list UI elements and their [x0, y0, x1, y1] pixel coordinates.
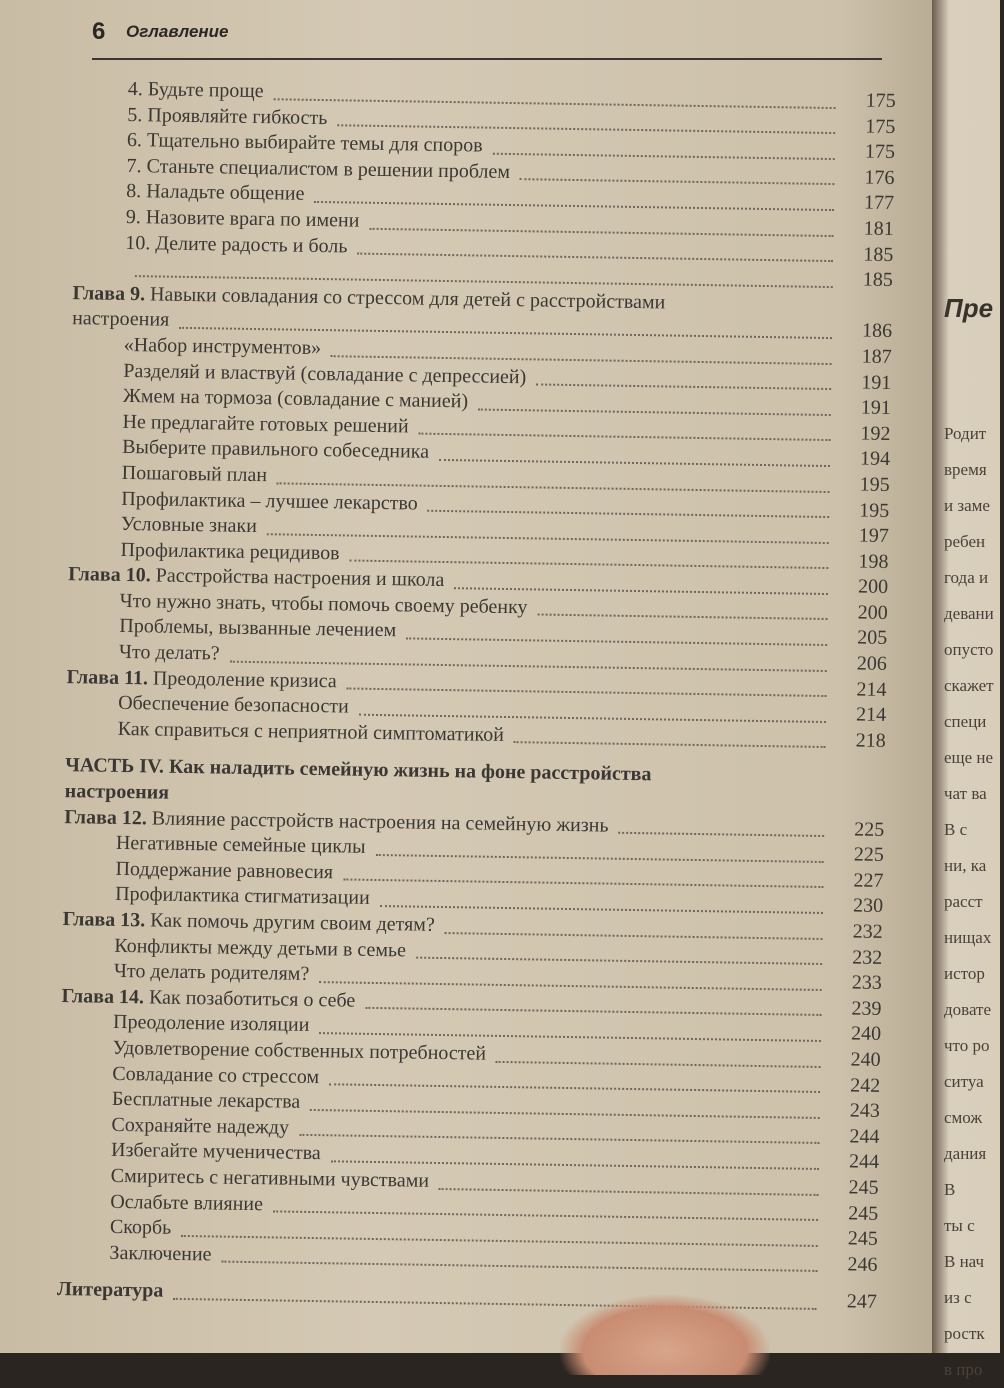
toc-entry-title: Разделяй и властвуй (совладание с депрессией) — [123, 359, 527, 388]
toc-entry-title: 6. Тщательно выбирайте темы для споров — [126, 129, 483, 157]
right-page-line: из с — [944, 1288, 972, 1307]
right-page-title: Пре — [944, 293, 994, 323]
right-page-line: года и — [944, 568, 989, 587]
toc-entry-title: Как справиться с неприятной симптоматикой — [117, 717, 505, 746]
toc-page-number: 175 — [865, 89, 896, 113]
toc-page-number: 233 — [851, 971, 883, 995]
toc-page-number: 244 — [849, 1125, 880, 1148]
toc-entry-title: Негативные семейные циклы — [115, 832, 366, 859]
toc-page-number: 198 — [858, 550, 889, 573]
toc-page-number: 242 — [850, 1074, 881, 1097]
toc-entry-title: Преодоление кризиса — [152, 667, 337, 692]
toc-entry-title: Влияние расстройств настроения на семейную жизнь — [151, 807, 609, 837]
right-page-line: В нач — [944, 1252, 985, 1271]
toc-page-number: 194 — [859, 447, 891, 471]
toc-entry-title: Заключение — [109, 1241, 212, 1266]
toc-entry-title: Сохраняйте надежду — [111, 1113, 290, 1139]
right-page-line: еще не — [944, 748, 994, 767]
right-page-line: смож — [944, 1108, 983, 1127]
toc-page-number: 245 — [848, 1176, 879, 1199]
right-page-line: ни, ка — [944, 856, 987, 875]
right-page-line: скажет — [944, 676, 994, 695]
right-page-line: истор — [944, 964, 985, 983]
chapter-label: Глава 12. — [64, 805, 148, 829]
toc-entry-title: Смиритесь с негативными чувствами — [110, 1164, 430, 1192]
toc-page-number: 244 — [848, 1150, 880, 1174]
toc-page-number: 230 — [852, 894, 884, 918]
toc-page-number: 187 — [861, 345, 892, 368]
right-page-line: что ро — [944, 1036, 990, 1055]
toc-entry-title: Пошаговый план — [121, 461, 268, 487]
toc-page-number: 200 — [857, 601, 888, 624]
right-page-line: и заме — [944, 496, 990, 515]
right-page-line: специ — [944, 712, 987, 731]
toc-entry-title: Удовлетворение собственных потребностей — [112, 1036, 487, 1065]
toc-entry-title: Как помочь другим своим детям? — [150, 909, 435, 936]
toc-page-number: 214 — [855, 703, 887, 727]
toc-entry-title: Выберите правильного собеседника — [122, 436, 430, 464]
toc-page-number: 192 — [860, 422, 891, 445]
toc-entry-title: Профилактика рецидивов — [120, 538, 340, 565]
right-page-line: расст — [944, 892, 983, 911]
toc-entry — [56, 716, 886, 755]
toc-entry-title: Проблемы, вызванные лечением — [119, 615, 397, 642]
toc-page-number: 176 — [864, 166, 895, 189]
toc-entry-title: Что делать? — [118, 640, 220, 665]
toc-entry-title: Расстройства настроения и школа — [155, 564, 445, 592]
toc-entry-title: Преодоление изоляции — [112, 1011, 310, 1037]
toc-entry-title: 4. Будьте проще — [127, 77, 264, 103]
right-page-line: ростк — [944, 1324, 985, 1343]
toc-page-number: 206 — [856, 652, 888, 676]
toc-entry-title: Совладание со стрессом — [112, 1062, 320, 1088]
chapter-label: Глава 9. — [72, 281, 146, 306]
toc-page-number: 175 — [864, 140, 896, 164]
toc-page-number: 186 — [861, 319, 893, 343]
toc-page-number: 225 — [854, 818, 885, 841]
leader-dots — [514, 716, 826, 748]
toc-page-number: 240 — [850, 1048, 881, 1071]
toc-entry-title: Обеспечение безопасности — [117, 692, 350, 718]
page-number: 6 — [92, 18, 106, 45]
toc-entry-title: ЧАСТЬ IV. Как наладить семейную жизнь на фоне расстройства — [64, 754, 652, 786]
right-page-line: дания — [944, 1144, 987, 1163]
toc-page-number: 245 — [847, 1227, 879, 1251]
toc-entry-title: 9. Назовите врага по имени — [125, 205, 360, 232]
right-page-line: В с — [944, 820, 968, 839]
toc-page-number: 246 — [847, 1253, 878, 1276]
toc-entry-title: Профилактика стигматизации — [114, 883, 370, 910]
toc-entry-title: Литература — [56, 1278, 164, 1302]
right-page-line: В — [944, 1180, 956, 1199]
toc-page-number: 195 — [859, 499, 890, 522]
toc-entry-title: Жмем на тормоза (совладание с манией) — [122, 385, 469, 413]
toc-page-number: 197 — [858, 524, 890, 548]
toc-entry-title: Скорбь — [109, 1215, 172, 1239]
table-of-contents — [47, 76, 896, 1316]
toc-entry-title: 10. Делите радость и боль — [125, 231, 348, 258]
right-page-line: нищах — [944, 928, 992, 947]
toc-page-number: 181 — [863, 217, 894, 240]
chapter-label: Глава 13. — [62, 908, 146, 932]
right-page-line: ситуа — [944, 1072, 984, 1091]
toc-entry-title: Профилактика – лучшее лекарство — [121, 487, 418, 515]
toc-page-number: 177 — [863, 191, 895, 215]
toc-entry-title: 7. Станьте специалистом в решении проблем — [126, 154, 511, 183]
right-page-line: Родит — [944, 424, 987, 443]
toc-entry-title: Что нужно знать, чтобы помочь своему ребенку — [119, 589, 528, 619]
right-page-line: в про — [944, 1360, 983, 1379]
right-page-edge — [932, 0, 1000, 1379]
right-page-line: ты с — [944, 1216, 975, 1235]
toc-page-number: 175 — [865, 115, 896, 138]
toc-page-number: 245 — [848, 1201, 879, 1225]
right-page-line: ребен — [944, 532, 986, 551]
toc-page-number: 232 — [852, 920, 883, 943]
toc-page-number: 247 — [846, 1290, 878, 1314]
toc-page-number: 191 — [860, 396, 892, 420]
toc-entry-title: настроения — [64, 780, 170, 804]
toc-page-number: 205 — [857, 626, 888, 650]
toc-page-number: 195 — [859, 473, 890, 496]
toc-entry-title: Навыки совладания со стрессом для детей с расстройствами — [149, 283, 666, 314]
toc-page-number: 185 — [863, 243, 894, 266]
right-page-line: довате — [944, 1000, 992, 1019]
toc-page-number: 240 — [850, 1022, 882, 1046]
toc-entry-title: Бесплатные лекарства — [111, 1088, 301, 1113]
toc-entry-title: Избегайте мученичества — [110, 1139, 321, 1165]
chapter-label: Глава 11. — [66, 665, 149, 690]
toc-entry — [47, 1240, 877, 1279]
toc-entry-title: Ослабьте влияние — [110, 1190, 264, 1215]
right-page-text — [944, 290, 1004, 1388]
right-page-line: опусто — [944, 640, 994, 659]
toc-page-number: 218 — [855, 729, 886, 752]
toc-entry-title: Что делать родителям? — [113, 960, 310, 986]
toc-page-number: 243 — [849, 1099, 881, 1123]
right-page-line: время — [944, 460, 987, 479]
toc-page-number: 185 — [862, 268, 894, 292]
chapter-label: Глава 10. — [67, 563, 151, 587]
toc-entry-title: Не предлагайте готовых решений — [122, 410, 409, 438]
toc-page-number: 214 — [856, 678, 887, 701]
toc-page-number: 200 — [857, 575, 889, 599]
toc-page-number: 239 — [851, 997, 882, 1020]
toc-page-number: 225 — [853, 843, 885, 867]
toc-page-number: 232 — [852, 946, 883, 969]
right-page-line: чат ва — [944, 784, 987, 803]
right-page-line: девани — [944, 604, 994, 623]
page-header — [92, 18, 882, 60]
toc-entry-title: Как позаботиться о себе — [148, 986, 356, 1012]
toc-entry-title: Поддержание равновесия — [115, 857, 334, 884]
running-title: Оглавление — [126, 22, 229, 41]
toc-entry-title: 5. Проявляйте гибкость — [127, 103, 328, 129]
toc-entry-title: «Набор инструментов» — [123, 333, 322, 359]
thumb — [560, 1295, 770, 1375]
chapter-label: Глава 14. — [61, 984, 145, 1009]
toc-entry-title: Конфликты между детьми в семье — [114, 934, 407, 962]
toc-entry-title: настроения — [72, 307, 170, 331]
toc-entry-title: Условные знаки — [120, 513, 258, 538]
toc-entry-title: 8. Наладьте общение — [126, 180, 305, 206]
toc-page-number: 227 — [853, 869, 884, 892]
toc-page-number: 191 — [861, 371, 892, 394]
